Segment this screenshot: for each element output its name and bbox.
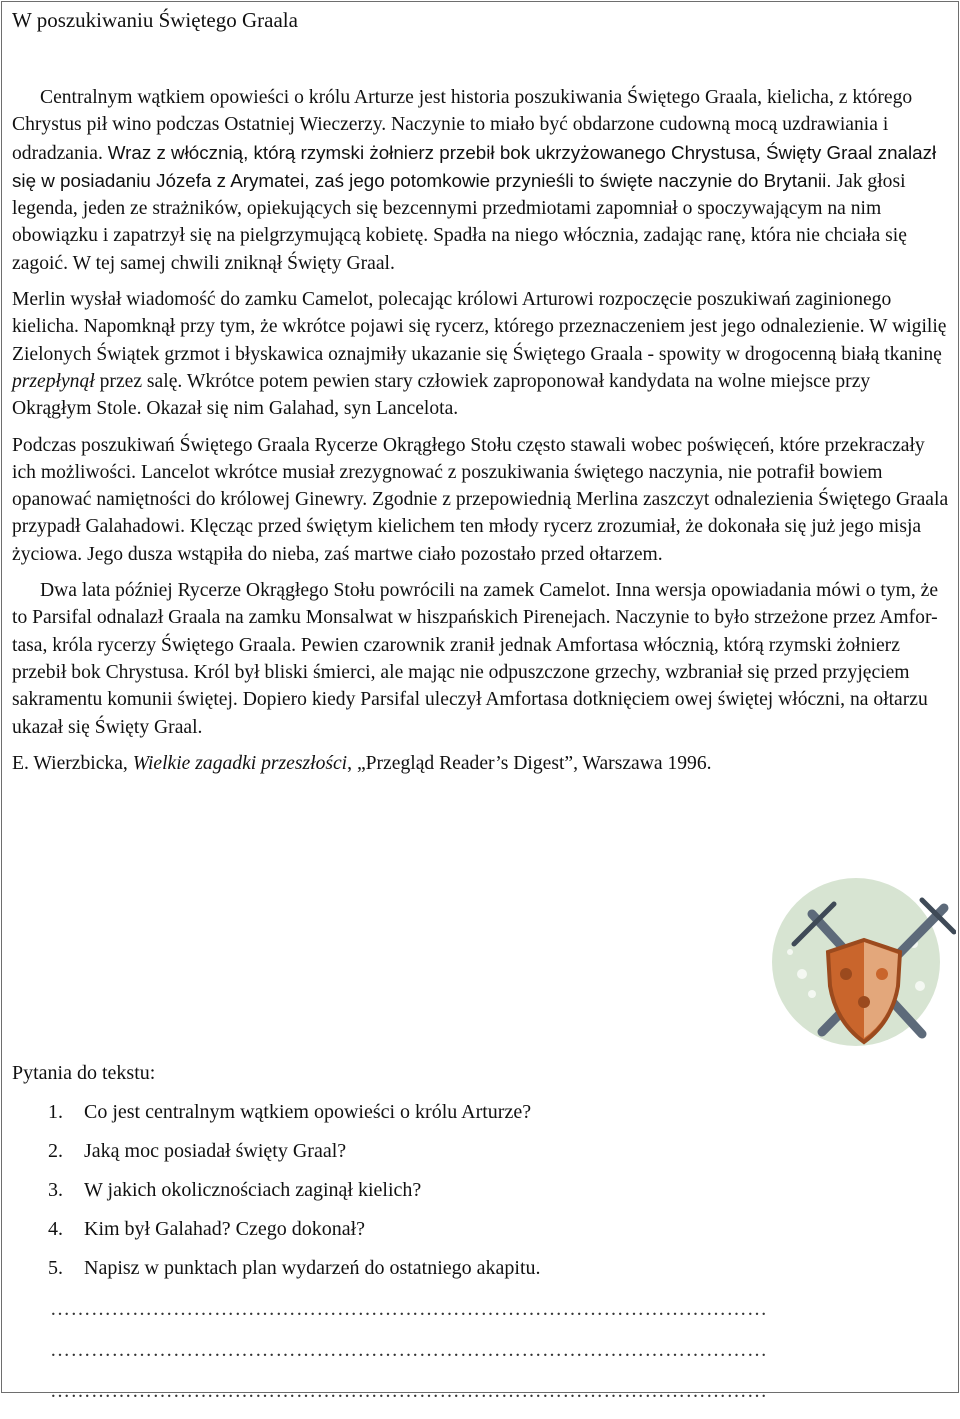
document-title: W poszukiwaniu Świętego Graala	[12, 8, 298, 32]
paragraph-3: Podczas poszukiwań Świętego Graala Rycerze Okrągłego Stołu często stawali wobec poświęceń, które przekraczały ich możliwości. Lancelot wkrótce musiał zrezygnować z poszukiwania świętego naczynia, nie potrafił bowiem opanować namiętności do królowej Ginewry. Zgodnie z przepowiednią Merlina zaszczyt odnalezienia Świętego Graala przypadł Galahadowi. Klęcząc przed świętym kielichem ten młody rycerz zrozumiał, że dokonała się już jego misja życiowa. Jego dusza wstąpiła do nieba, zaś martwe ciało pozostało przed ołtarzem.	[12, 434, 949, 565]
answer-lines	[50, 1296, 768, 1419]
answer-line: ……………………………………………………………………………………………	[50, 1298, 768, 1320]
paragraph-2-part-b: przez salę. Wkrótce potem pewien stary człowiek zaproponował kandydata na wolne miejsce przy Okrągłym Stole. Okazał się nim Galahad, syn Lancelota.	[12, 370, 871, 420]
paragraph-2-part-a: Merlin wysłał wiadomość do zamku Camelot, polecając królowi Arturowi rozpoczęcie poszukiwań zaginionego kielicha. Napomknął przy tym, że wkrótce pojawi się rycerz, którego przeznaczeniem jest jego odnalezienie. W wigilię Zielonych Świątek grzmot i błyskawica oznajmiły ukazanie się Świętego Graala - spowity w drogocenną białą tkaninę	[12, 289, 947, 365]
paragraph-1-part-b: Wraz z włócznią, którą rzymski żołnierz przebił bok ukrzyżowanego Chrystusa, Święty Graal znalazł się w posiadaniu Józefa z Arymatei, zaś jego potomkowie przynieśli to święte naczynie do Brytanii.	[12, 141, 937, 191]
question-text: Kim był Galahad? Czego dokonał?	[84, 1218, 366, 1240]
question-number: 4.	[48, 1218, 63, 1240]
document-page	[1, 1, 959, 1402]
question-number: 2.	[48, 1140, 63, 1162]
question-item	[48, 1099, 541, 1138]
question-number: 3.	[48, 1179, 63, 1201]
source-author: E. Wierzbicka,	[12, 752, 128, 774]
question-item	[48, 1138, 541, 1177]
question-item	[48, 1255, 541, 1294]
question-text: W jakich okolicznościach zaginął kielich?	[84, 1179, 422, 1201]
questions-list	[48, 1099, 541, 1294]
question-text: Napisz w punktach plan wydarzeń do ostatniego akapitu.	[84, 1257, 541, 1279]
questions-heading: Pytania do tekstu:	[12, 1062, 156, 1084]
question-text: Co jest centralnym wątkiem opowieści o królu Arturze?	[84, 1101, 532, 1123]
paragraph-1-part-c: Jak głosi legenda, jeden ze strażników, opiekujących się bezcennymi przedmiotami zapomniał o spoczywającym na nim obowiązku i zapatrzył się na pielgrzymującą kobietę. Spadła na niego włócznia, zadając ranę, która nie chciała się zagoić. W tej samej chwili zniknął Święty Graal.	[12, 170, 907, 274]
paragraph-2	[12, 286, 950, 422]
source-publication: , „Przegląd Reader’s Digest”, Warszawa 1996.	[347, 752, 712, 774]
question-text: Jaką moc posiadał święty Graal?	[84, 1140, 347, 1162]
question-item	[48, 1216, 541, 1255]
shield-with-crossed-swords-icon	[772, 874, 956, 1050]
paragraph-1	[12, 84, 950, 277]
paragraph-1-part-a: Centralnym wątkiem opowieści o królu Arturze jest historia poszukiwania Świętego Graala, kielicha, z którego Chrystus pił wino podczas Ostatniej Wieczerzy. Naczynie to miało być obdarzone cudowną mocą uzdrawiania i odradzania.	[12, 87, 913, 164]
article-body	[12, 84, 950, 786]
question-number: 5.	[48, 1257, 63, 1279]
source-book-title: Wielkie zagadki przeszłości	[132, 752, 348, 774]
paragraph-4: Dwa lata później Rycerze Okrągłego Stołu powrócili na zamek Camelot. Inna wersja opowiadania mówi o tym, że to Parsifal odnalazł Graala na zamku Monsalwat w hiszpańskich Pirenejach. Naczynie to było strzeżone przez Amfor-tasa, króla rycerzy Świętego Graala. Pewien czarownik zranił jednak Amfortasa włócznią, którą rzymski żołnierz przebił bok Chrystusa. Król był bliski śmierci, ale mając nie odpuszczone grzechy, wzbraniał się przed przyjęciem sakramentu komunii świętej. Dopiero kiedy Parsifal uleczył Amfortasa dotknięciem owej świętej włóczni, na ołtarzu ukazał się Święty Graal.	[12, 580, 939, 738]
question-item	[48, 1177, 541, 1216]
question-number: 1.	[48, 1101, 63, 1123]
answer-line: ……………………………………………………………………………………………	[50, 1380, 768, 1402]
paragraph-2-emphasis: przepłynął	[12, 370, 95, 392]
answer-line: ……………………………………………………………………………………………	[50, 1339, 768, 1361]
source-citation	[12, 750, 950, 777]
